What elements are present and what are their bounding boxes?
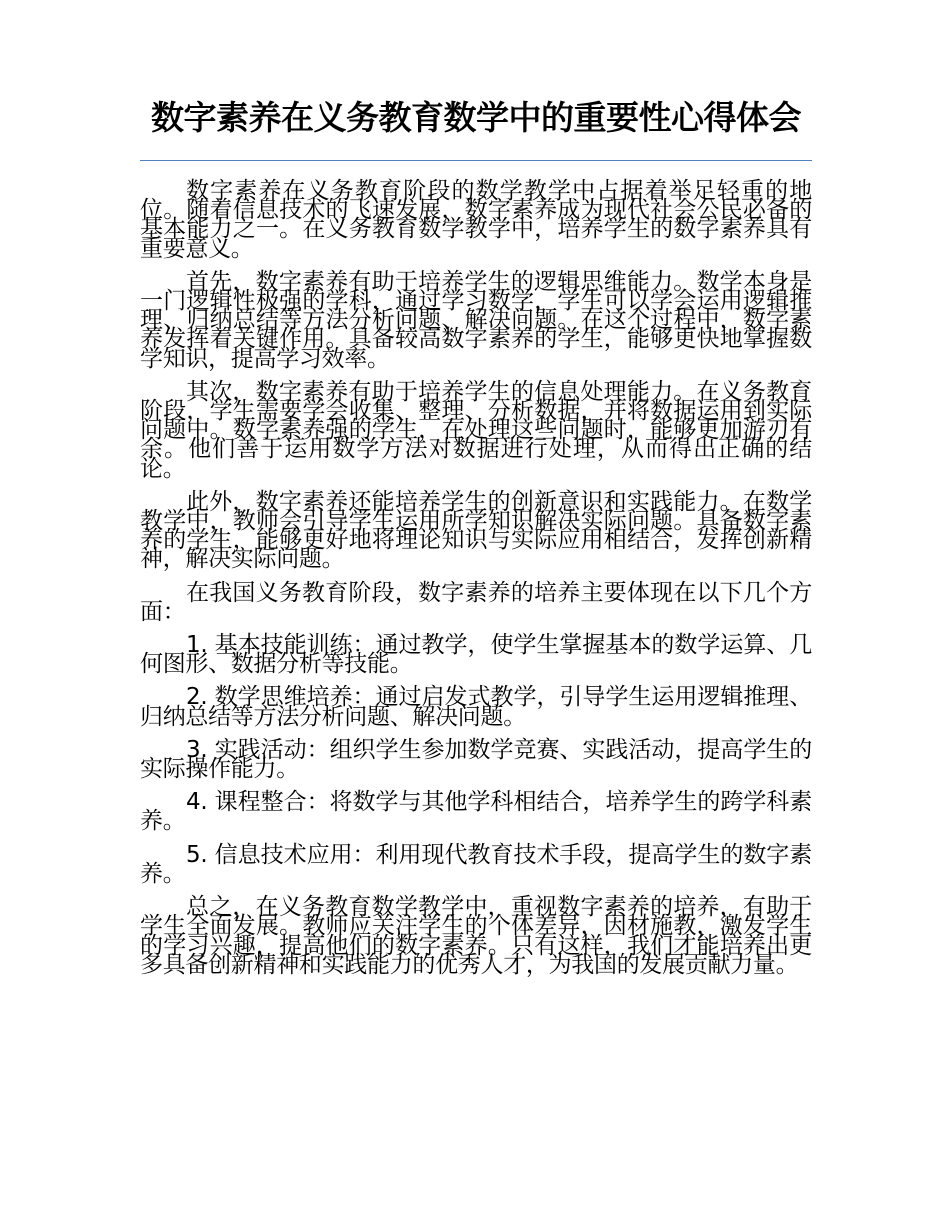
list-item-math-thinking: 2. 数学思维培养：通过启发式教学，引导学生运用逻辑推理、归纳总结等方法分析问题、解决问题。 xyxy=(140,684,812,730)
paragraph-information-processing: 其次，数字素养有助于培养学生的信息处理能力。在义务教育阶段，学生需要学会收集、整理、分析数据，并将数据运用到实际问题中。数字素养强的学生，在处理这些问题时，能够更加游刃有余。他们善于运用数学方法对数据进行处理，从而得出正确的结论。 xyxy=(140,378,812,482)
paragraph-innovation-practice: 此外，数字素养还能培养学生的创新意识和实践能力。在数学教学中，教师会引导学生运用所学知识解决实际问题。具备数字素养的学生，能够更好地将理论知识与实际应用相结合，发挥创新精神，解决实际问题。 xyxy=(140,488,812,573)
paragraph-logical-thinking: 首先，数字素养有助于培养学生的逻辑思维能力。数学本身是一门逻辑性极强的学科，通过学习数学，学生可以学会运用逻辑推理、归纳总结等方法分析问题、解决问题。在这个过程中，数字素养发挥着关键作用。具备较高数字素养的学生，能够更快地掌握数学知识，提高学习效率。 xyxy=(140,268,812,372)
document-title: 数字素养在义务教育数学中的重要性心得体会 xyxy=(151,98,801,137)
list-item-basic-skills: 1. 基本技能训练：通过教学，使学生掌握基本的数学运算、几何图形、数据分析等技能。 xyxy=(140,632,812,678)
document-body xyxy=(140,178,812,989)
paragraph-intro: 数字素养在义务教育阶段的数学教学中占据着举足轻重的地位。随着信息技术的飞速发展，数字素养成为现代社会公民必备的基本能力之一。在义务教育数学教学中，培养学生的数字素养具有重要意义。 xyxy=(140,178,812,262)
title-underline-rule xyxy=(140,160,812,161)
paragraph-conclusion: 总之，在义务教育数学教学中，重视数字素养的培养，有助于学生全面发展。教师应关注学生的个体差异，因材施教，激发学生的学习兴趣，提高他们的数字素养。只有这样，我们才能培养出更多具备创新精神和实践能力的优秀人才，为我国的发展贡献力量。 xyxy=(140,894,812,978)
paragraph-aspects-intro: 在我国义务教育阶段，数字素养的培养主要体现在以下几个方面： xyxy=(140,579,812,625)
list-item-practice-activities: 3. 实践活动：组织学生参加数学竞赛、实践活动，提高学生的实际操作能力。 xyxy=(140,736,812,783)
list-item-curriculum-integration: 4. 课程整合：将数学与其他学科相结合，培养学生的跨学科素养。 xyxy=(140,789,812,835)
list-item-it-application: 5. 信息技术应用：利用现代教育技术手段，提高学生的数字素养。 xyxy=(140,841,812,887)
